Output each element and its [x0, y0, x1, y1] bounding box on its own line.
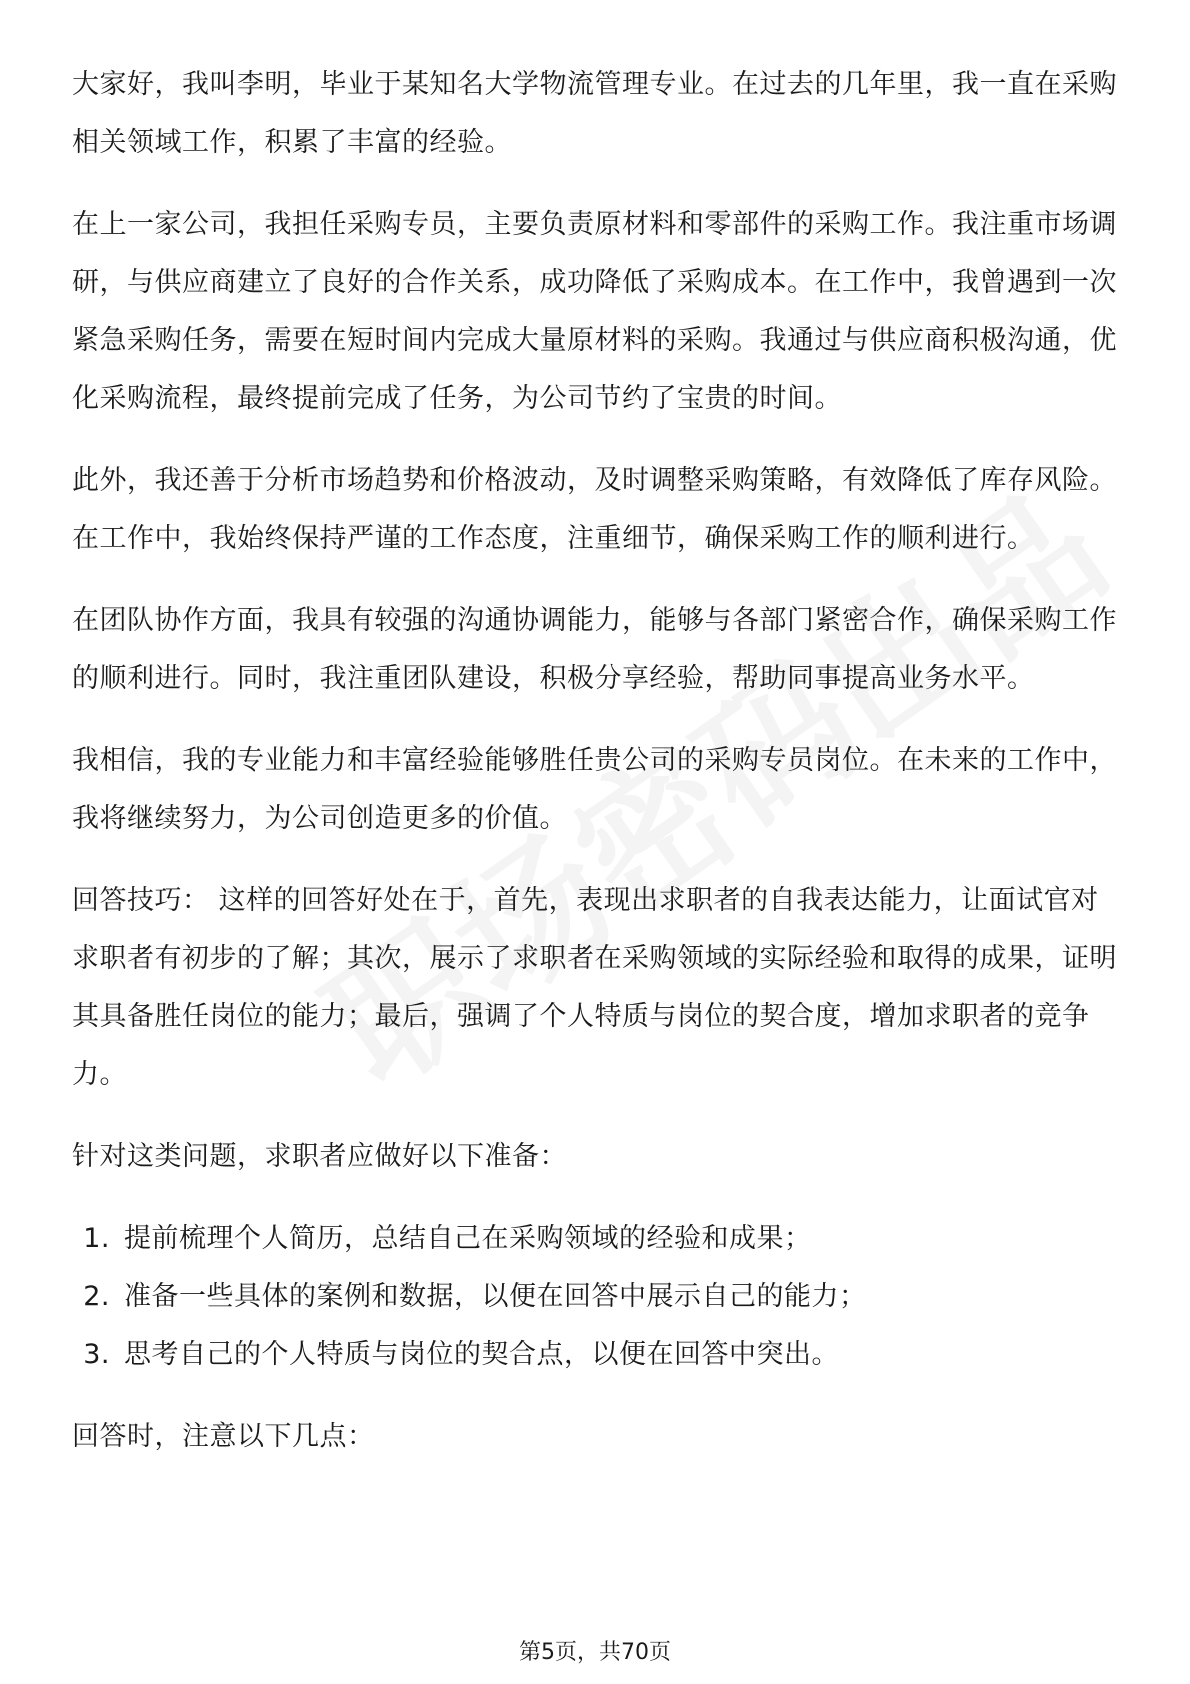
- paragraph-experience: 在上一家公司，我担任采购专员，主要负责原材料和零部件的采购工作。我注重市场调研，与供应商建立了良好的合作关系，成功降低了采购成本。在工作中，我曾遇到一次紧急采购任务，需要在短时间内完成大量原材料的采购。我通过与供应商积极沟通，优化采购流程，最终提前完成了任务，为公司节约了宝贵的时间。: [72, 209, 1117, 414]
- list-number: 3.: [83, 1339, 110, 1370]
- list-item: [72, 1268, 1120, 1326]
- paragraph-analysis: 此外，我还善于分析市场趋势和价格波动，及时调整采购策略，有效降低了库存风险。在工作中，我始终保持严谨的工作态度，注重细节，确保采购工作的顺利进行。: [72, 465, 1117, 554]
- paragraph-answer-notes: 回答时，注意以下几点：: [72, 1421, 375, 1452]
- document-body: [72, 56, 1120, 1490]
- list-item: [72, 1326, 1120, 1384]
- list-text: 准备一些具体的案例和数据，以便在回答中展示自己的能力；: [124, 1281, 867, 1312]
- paragraph-tips: 回答技巧： 这样的回答好处在于，首先，表现出求职者的自我表达能力，让面试官对求职者有初步的了解；其次，展示了求职者在采购领域的实际经验和取得的成果，证明其具备胜任岗位的能力；最后，强调了个人特质与岗位的契合度，增加求职者的竞争力。: [72, 885, 1117, 1090]
- prep-list: [72, 1210, 1120, 1384]
- list-item: [72, 1210, 1120, 1268]
- list-number: 2.: [83, 1281, 110, 1312]
- list-text: 提前梳理个人简历，总结自己在采购领域的经验和成果；: [124, 1223, 812, 1254]
- list-number: 1.: [83, 1223, 110, 1254]
- paragraph-teamwork: 在团队协作方面，我具有较强的沟通协调能力，能够与各部门紧密合作，确保采购工作的顺利进行。同时，我注重团队建设，积极分享经验，帮助同事提高业务水平。: [72, 605, 1117, 694]
- list-text: 思考自己的个人特质与岗位的契合点，以便在回答中突出。: [124, 1339, 839, 1370]
- page-footer: 第5页，共70页: [519, 1640, 671, 1665]
- paragraph-prep-intro: 针对这类问题，求职者应做好以下准备：: [72, 1141, 567, 1172]
- paragraph-intro: 大家好，我叫李明，毕业于某知名大学物流管理专业。在过去的几年里，我一直在采购相关领域工作，积累了丰富的经验。: [72, 69, 1117, 158]
- paragraph-conclusion: 我相信，我的专业能力和丰富经验能够胜任贵公司的采购专员岗位。在未来的工作中，我将继续努力，为公司创造更多的价值。: [72, 745, 1117, 834]
